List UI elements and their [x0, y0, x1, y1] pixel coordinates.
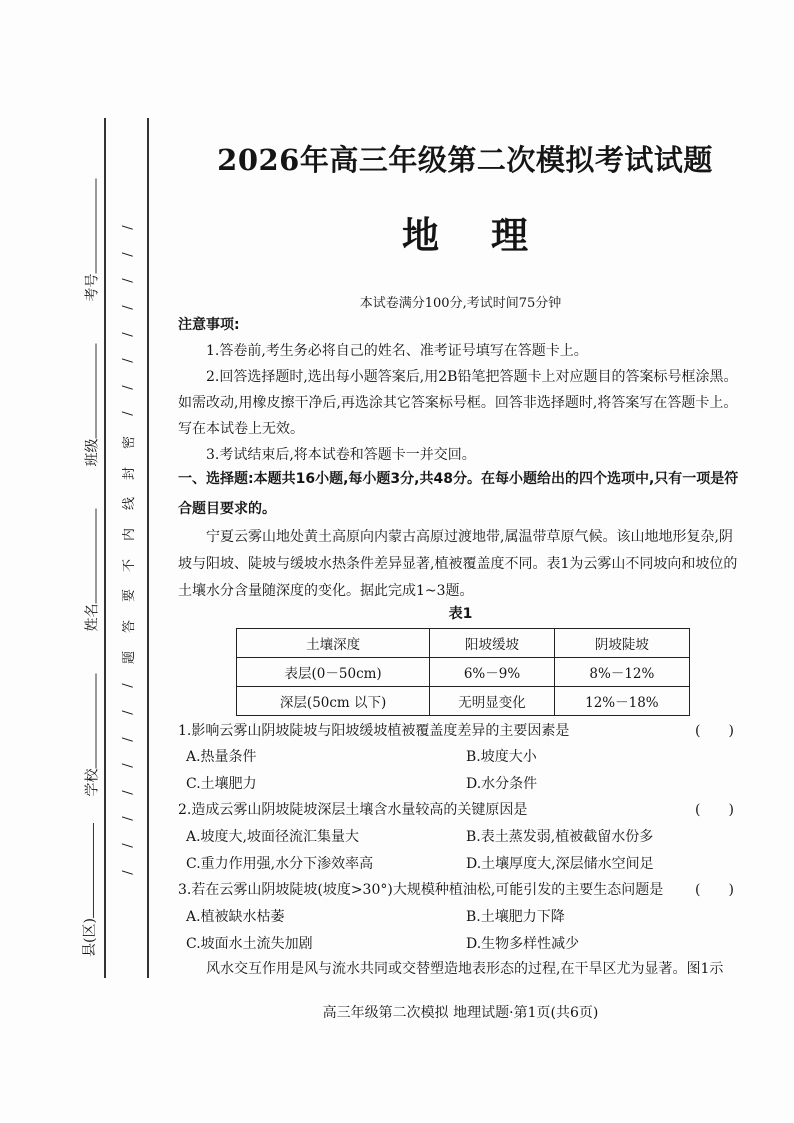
seal-char: 题 — [122, 650, 138, 664]
seal-slash: / — [120, 411, 136, 417]
field-school[interactable]: 学校 — [82, 674, 102, 797]
seal-slash: / — [120, 683, 136, 688]
seal-char: 答 — [122, 619, 138, 633]
seal-char: 封 — [122, 466, 138, 480]
section-heading: 一、选择题:本题共16小题,每小题3分,共48分。在每小题给出的四个选项中,只有一项是符合题目要求的。 — [178, 471, 739, 517]
notice-item: 2.回答选择题时,选出每小题答案后,用2B铅笔把答题卡上对应题目的答案标号框涂黑。如需改动,用橡皮擦干净后,再选涂其它答案标号框。回答非选择题时,将答案写在答题卡上。写在本试卷上无效。 — [178, 369, 738, 437]
seal-slash: / — [120, 763, 136, 768]
field-name[interactable]: 姓名 — [82, 509, 102, 632]
exam-title: 2026年高三年级第二次模拟考试试题 — [217, 143, 713, 177]
table-header: 土壤深度 — [237, 629, 430, 658]
option: D.生物多样性减少 — [466, 936, 580, 952]
table-cell: 表层(0－50cm) — [237, 658, 430, 687]
table-cell: 12%－18% — [554, 687, 689, 716]
option: B.表土蒸发弱,植被截留水份多 — [466, 829, 654, 845]
seal-slash: / — [120, 816, 136, 822]
seal-slash: / — [120, 843, 136, 848]
table-row — [237, 658, 690, 687]
seal-slash: / — [120, 870, 136, 875]
table-header: 阳坡缓坡 — [430, 629, 555, 658]
seal-slash: / — [120, 225, 136, 230]
seal-line-notice — [113, 220, 143, 880]
field-exam-number[interactable]: 考号 — [82, 179, 102, 302]
option: D.土壤厚度大,深层储水空间足 — [466, 856, 654, 872]
option: A.坡度大,坡面径流汇集量大 — [186, 829, 360, 845]
table-cell: 8%－12% — [554, 658, 689, 687]
table-cell: 无明显变化 — [430, 687, 555, 716]
seal-slash: / — [120, 331, 136, 337]
question-stem: 2.造成云雾山阴坡陡坡深层土壤含水量较高的关键原因是 — [178, 802, 528, 818]
notice-item: 3.考试结束后,将本试卷和答题卡一并交回。 — [206, 447, 476, 463]
seal-char: 不 — [122, 558, 138, 572]
passage: 风水交互作用是风与流水共同或交替塑造地表形态的过程,在干旱区尤为显著。图1示 — [206, 961, 724, 977]
option: C.土壤肥力 — [186, 776, 257, 792]
answer-paren: ( ) — [695, 882, 734, 898]
option: C.坡面水土流失加剧 — [186, 936, 313, 952]
question-stem: 1.影响云雾山阴坡陡坡与阳坡缓坡植被覆盖度差异的主要因素是 — [178, 723, 570, 739]
seal-char: 内 — [122, 528, 138, 542]
notice-heading: 注意事项: — [178, 317, 240, 333]
seal-slash: / — [120, 358, 136, 363]
table-header: 阴坡陡坡 — [554, 629, 689, 658]
seal-char: 密 — [122, 436, 138, 450]
table-cell: 6%－9% — [430, 658, 555, 687]
soil-moisture-table — [236, 628, 690, 716]
field-class[interactable]: 班级 — [82, 344, 102, 467]
option: D.水分条件 — [466, 776, 538, 792]
question-stem: 3.若在云雾山阴坡陡坡(坡度>30°)大规模种植油松,可能引发的主要生态问题是 — [178, 882, 664, 898]
passage: 宁夏云雾山地处黄土高原向内蒙古高原过渡地带,属温带草原气候。该山地地形复杂,阴坡与阳坡、陡坡与缓坡水热条件差异显著,植被覆盖度不同。表1为云雾山不同坡向和坡位的土壤水分含量随深度的变化。据此完成1~3题。 — [178, 529, 738, 599]
table-row — [237, 687, 690, 716]
table-cell: 深层(50cm 以下) — [237, 687, 430, 716]
score-note: 本试卷满分100分,考试时间75分钟 — [359, 296, 562, 311]
table-header-row — [237, 629, 690, 658]
option: A.植被缺水枯萎 — [186, 909, 285, 925]
option: B.土壤肥力下降 — [466, 909, 565, 925]
option: B.坡度大小 — [466, 749, 537, 765]
seal-slash: / — [120, 736, 136, 742]
seal-char: 要 — [122, 589, 138, 603]
seal-slash: / — [120, 790, 136, 795]
seal-slash: / — [120, 305, 136, 310]
seal-char: 线 — [122, 497, 138, 511]
seal-slash: / — [120, 251, 136, 257]
field-county[interactable]: 县(区) — [79, 823, 99, 957]
seal-slash: / — [120, 278, 136, 283]
seal-slash: / — [120, 710, 136, 715]
answer-paren: ( ) — [695, 802, 734, 818]
answer-paren: ( ) — [695, 723, 734, 739]
option: C.重力作用强,水分下渗效率高 — [186, 856, 374, 872]
subject-title: 地 理 — [402, 213, 528, 257]
option: A.热量条件 — [186, 749, 257, 765]
page-footer: 高三年级第二次模拟 地理试题·第1页(共6页) — [322, 1005, 599, 1021]
table-caption: 表1 — [448, 606, 473, 622]
notice-item: 1.答卷前,考生务必将自己的姓名、准考证号填写在答题卡上。 — [206, 343, 588, 359]
seal-slash: / — [120, 385, 136, 390]
